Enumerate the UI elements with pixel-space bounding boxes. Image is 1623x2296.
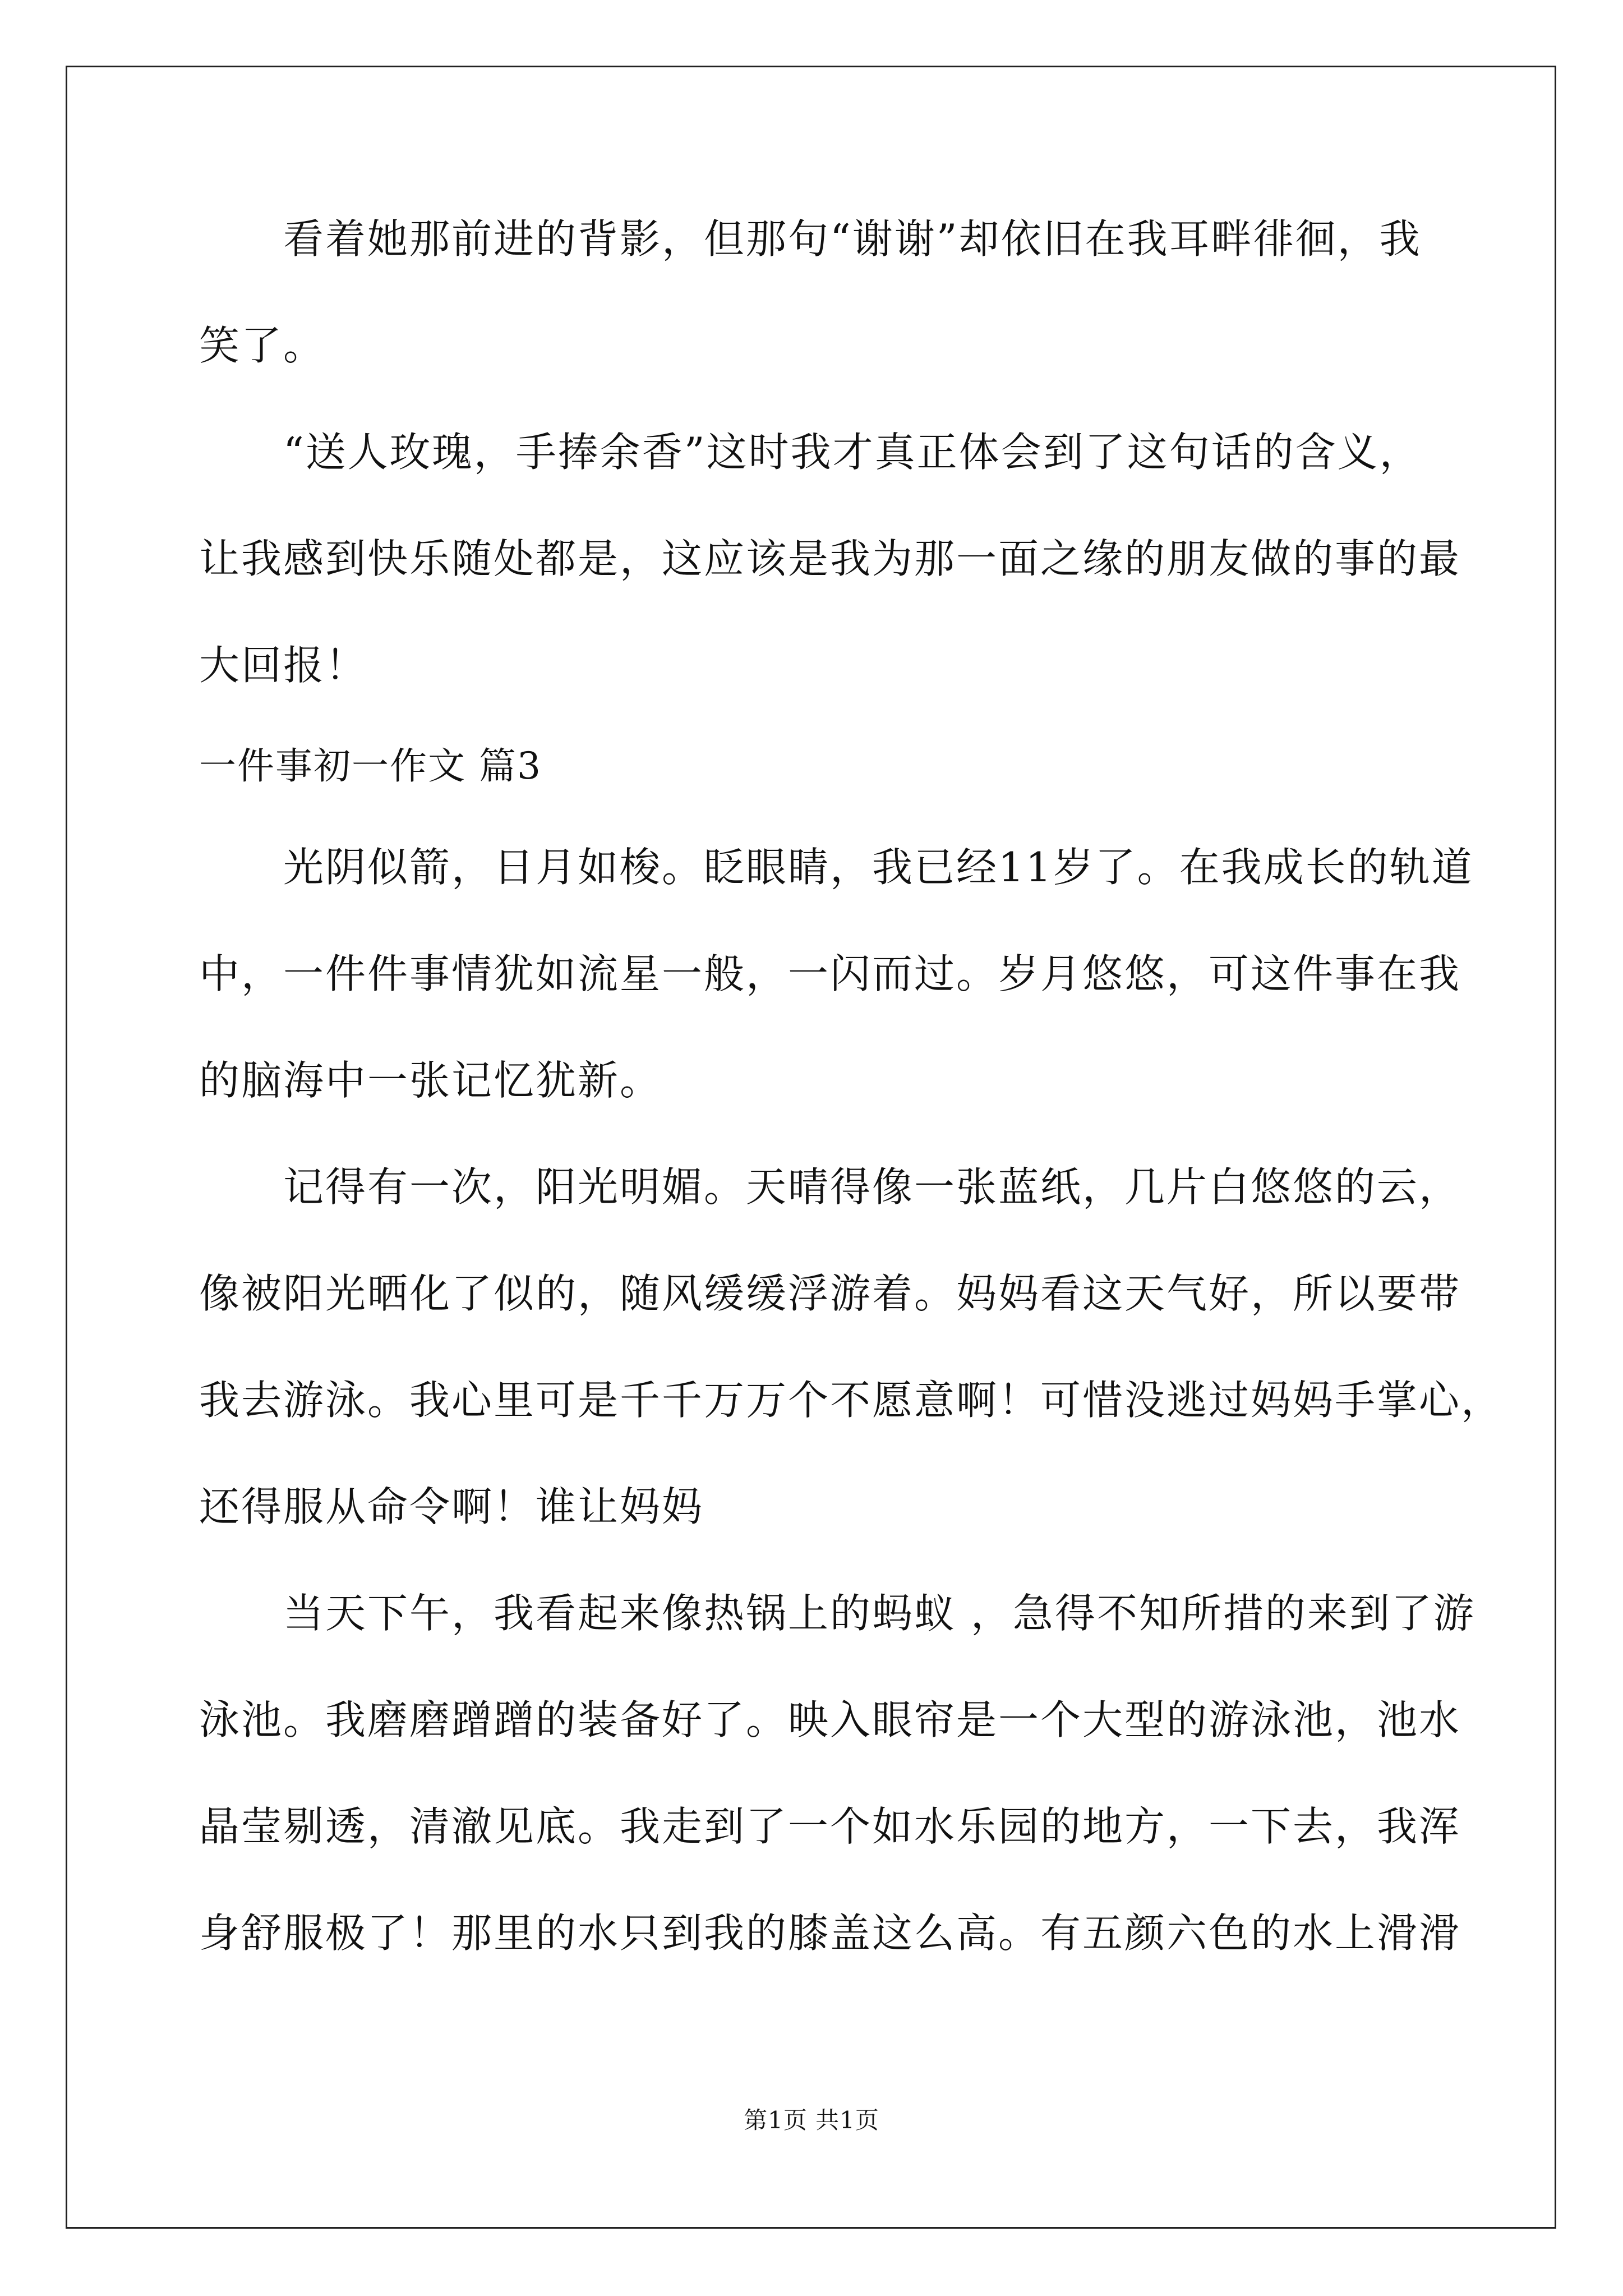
paragraph-1-line-2: 笑了。	[199, 322, 326, 369]
page-border	[66, 66, 1556, 2229]
paragraph-4-line-2: 像被阳光晒化了似的，随风缓缓浮游着。妈妈看这天气好，所以要带	[199, 1270, 1461, 1317]
paragraph-3-line-3: 的脑海中一张记忆犹新。	[199, 1057, 662, 1104]
paragraph-2-line-3: 大回报！	[199, 642, 368, 689]
paragraph-3-line-1: 光阴似箭，日月如梭。眨眼睛，我已经11岁了。在我成长的轨道	[283, 844, 1474, 891]
paragraph-1-line-1: 看着她那前进的背影，但那句“谢谢”却依旧在我耳畔徘徊，我	[283, 215, 1422, 263]
page-number-footer: 第1页 共1页	[744, 2106, 879, 2134]
paragraph-5-line-4: 身舒服极了！那里的水只到我的膝盖这么高。有五颜六色的水上滑滑	[199, 1910, 1461, 1957]
paragraph-5-line-1: 当天下午，我看起来像热锅上的蚂蚁 ，急得不知所措的来到了游	[283, 1590, 1476, 1637]
paragraph-4-line-4: 还得服从命令啊！谁让妈妈	[199, 1483, 704, 1530]
section-heading: 一件事初一作文 篇3	[199, 744, 542, 788]
paragraph-5-line-3: 晶莹剔透，清澈见底。我走到了一个如水乐园的地方，一下去，我浑	[199, 1803, 1461, 1850]
paragraph-3-line-2: 中，一件件事情犹如流星一般，一闪而过。岁月悠悠，可这件事在我	[199, 950, 1461, 997]
paragraph-2-line-2: 让我感到快乐随处都是，这应该是我为那一面之缘的朋友做的事的最	[199, 535, 1461, 582]
paragraph-5-line-2: 泳池。我磨磨蹭蹭的装备好了。映入眼帘是一个大型的游泳池，池水	[199, 1696, 1461, 1743]
paragraph-4-line-3: 我去游泳。我心里可是千千万万个不愿意啊！可惜没逃过妈妈手掌心，	[199, 1377, 1504, 1424]
paragraph-4-line-1: 记得有一次，阳光明媚。天晴得像一张蓝纸，几片白悠悠的云，	[283, 1163, 1461, 1211]
paragraph-2-line-1: “送人玫瑰，手捧余香”这时我才真正体会到了这句话的含义，	[283, 429, 1422, 476]
